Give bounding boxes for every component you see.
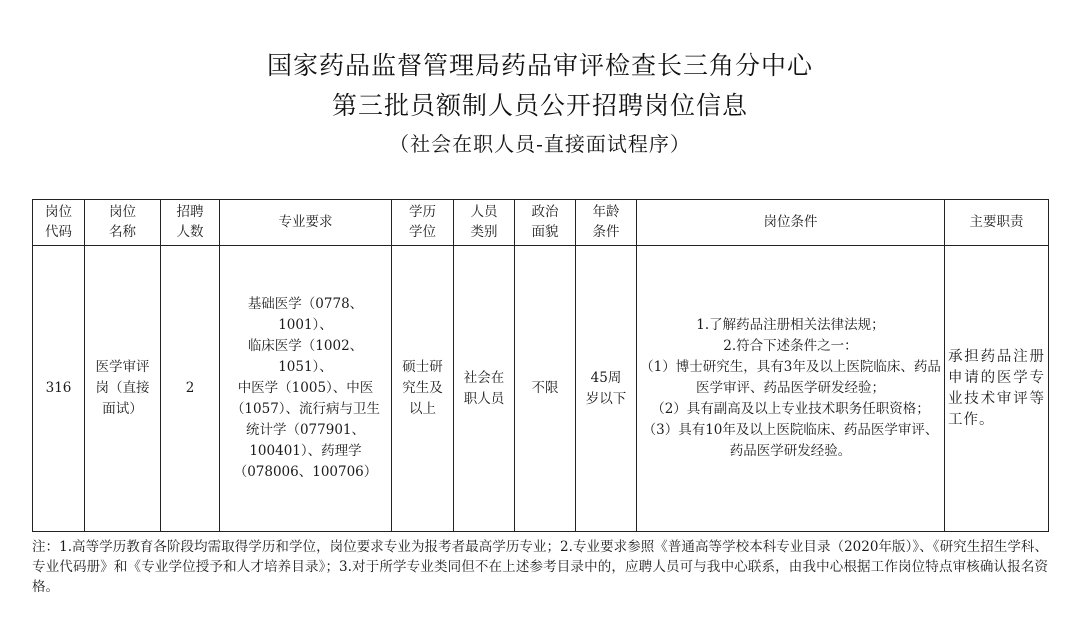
cell-political-status: 不限: [515, 246, 576, 532]
table-header-row: [33, 200, 1049, 246]
cell-main-duties: 承担药品注册申请的医学专业技术审评等工作。: [945, 246, 1049, 532]
major-line: 100401）、药理学: [249, 443, 362, 459]
major-line: 临床医学（1002、1051）、: [247, 338, 364, 375]
document-subtitle: （社会在职人员-直接面试程序）: [389, 132, 691, 156]
major-line: （1057）、流行病与卫生: [230, 401, 381, 417]
cell-position-name: 医学审评 岗（直接 面试）: [85, 246, 161, 532]
cell-position-conditions: [637, 246, 945, 532]
condition-item: （1）博士研究生，具有3年及以上医院临床、药品医学审评、药品医学研发经验；: [640, 359, 941, 396]
header-cell-age-condition: 年龄 条件: [576, 200, 637, 246]
cell-major-requirement: [220, 246, 392, 532]
major-line: 统计学（077901、: [245, 422, 366, 438]
condition-item: （2）具有副高及以上专业技术职务任职资格；: [651, 401, 930, 417]
major-line: 中医学（1005）、中医: [237, 380, 374, 396]
major-line: （078006、100706）: [233, 464, 378, 480]
table-row: [33, 246, 1049, 532]
header-cell-recruit-count: 招聘 人数: [161, 200, 220, 246]
recruitment-table: [32, 199, 1049, 532]
cell-education: 硕士研 究生及 以上: [392, 246, 454, 532]
document-title-line2: 第三批员额制人员公开招聘岗位信息: [331, 91, 748, 120]
footnote: 注：1.高等学历教育各阶段均需取得学历和学位，岗位要求专业为报考者最高学历专业；2.专业要求参照《普通高等学校本科专业目录（2020年版）》、《研究生招生学科、专业代码册》和《专业学位授予和人才培养目录》；3.对于所学专业类同但不在上述参考目录中的，应聘人员可与我中心联系，由我中心根据工作岗位特点审核确认报名资格。: [32, 539, 1048, 595]
major-line: 基础医学（0778、1001）、: [247, 296, 364, 333]
cell-personnel-category: 社会在 职人员: [454, 246, 515, 532]
cell-age-condition: 45周 岁以下: [576, 246, 637, 532]
condition-item: （3）具有10年及以上医院临床、药品医学审评、药品医学研发经验。: [642, 422, 939, 459]
condition-item: 2.符合下述条件之一：: [723, 338, 858, 354]
header-cell-position-conditions: 岗位条件: [637, 200, 945, 246]
header-cell-political-status: 政治 面貌: [515, 200, 576, 246]
cell-position-code: 316: [33, 246, 85, 532]
header-cell-personnel-category: 人员 类别: [454, 200, 515, 246]
header-cell-position-name: 岗位 名称: [85, 200, 161, 246]
header-cell-position-code: 岗位 代码: [33, 200, 85, 246]
condition-item: 1.了解药品注册相关法律法规；: [696, 317, 885, 333]
header-cell-major-requirement: 专业要求: [220, 200, 392, 246]
header-cell-education: 学历 学位: [392, 200, 454, 246]
document-title-line1: 国家药品监督管理局药品审评检查长三角分中心: [266, 51, 813, 80]
header-cell-main-duties: 主要职责: [945, 200, 1049, 246]
cell-recruit-count: 2: [161, 246, 220, 532]
